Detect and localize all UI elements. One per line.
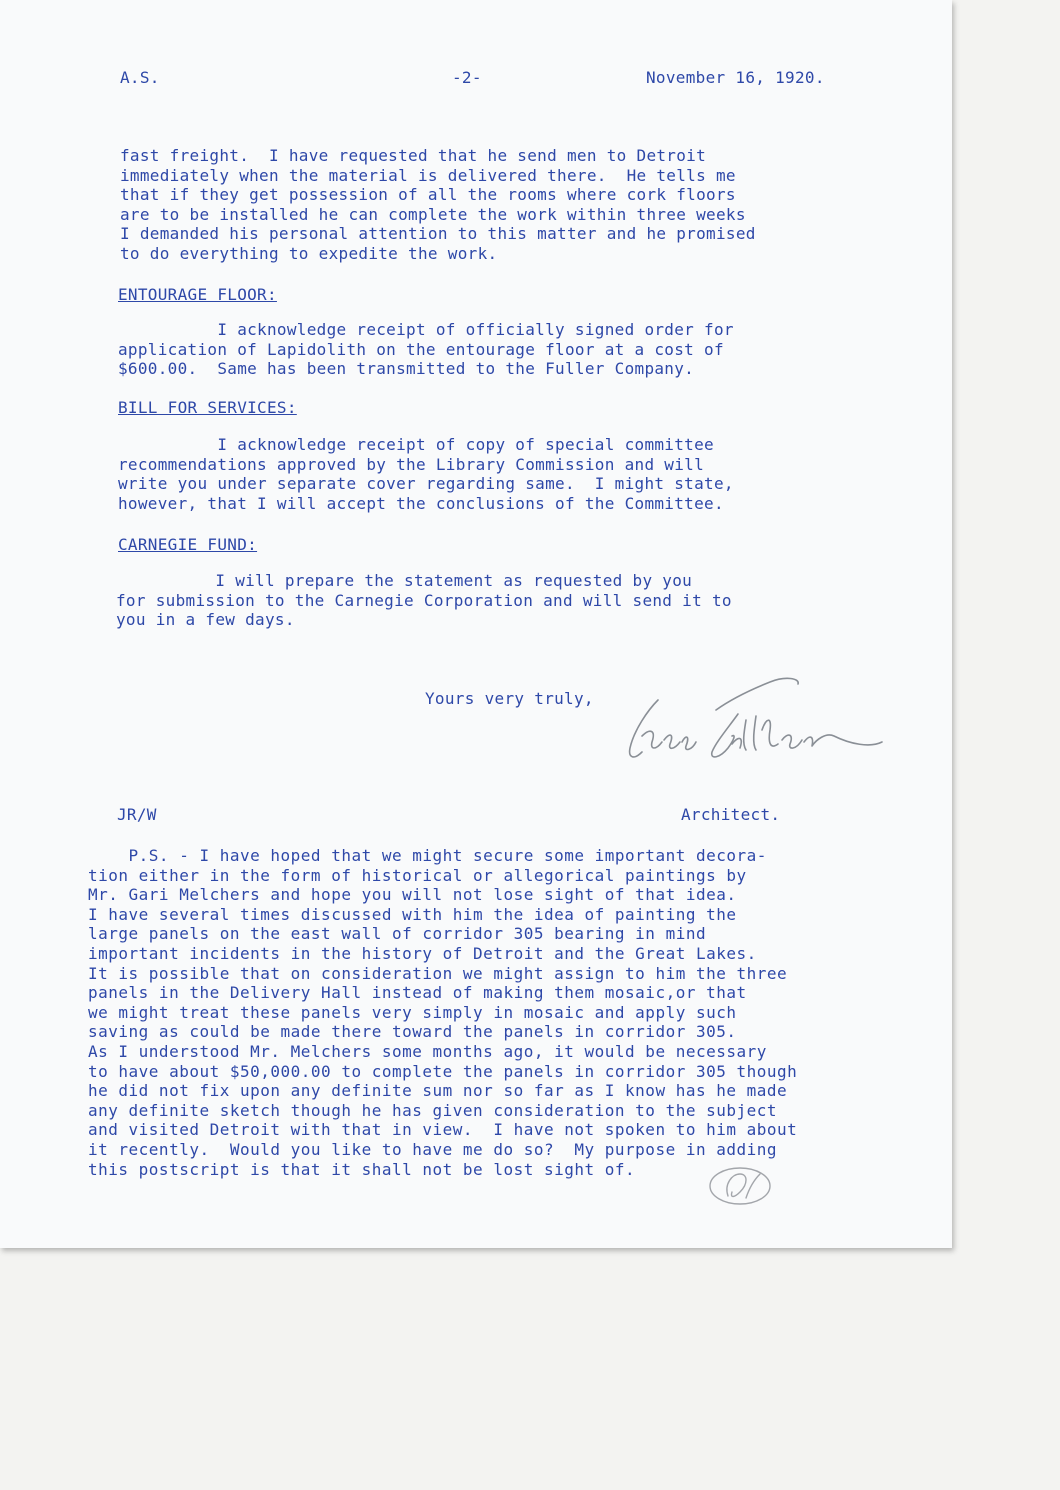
header-recipient-initials: A.S. xyxy=(120,68,160,87)
handwritten-signature xyxy=(620,670,890,790)
page-number: -2- xyxy=(452,68,482,87)
paragraph-continuation: fast freight. I have requested that he send men to Detroit immediately when the material is delivered there. He tells me that if they get possession of all the rooms where cork floors are to be installed he can complete the work within three weeks I demanded his personal attention to this matter and he promised to do everything to expedite the work. xyxy=(120,146,756,263)
handwritten-initials-mark xyxy=(702,1162,776,1212)
section-body-bill-for-services: I acknowledge receipt of copy of special committee recommendations approved by the Library Commission and will write you under separate cover regarding same. I might state, however, that I will accept the conclusions of the Committee. xyxy=(118,435,734,513)
signer-title: Architect. xyxy=(681,805,781,824)
postscript: P.S. - I have hoped that we might secure some important decora- tion either in the form of historical or allegorical paintings by Mr. Gari Melchers and hope you will not lose sight of that idea. I have several times discussed with him the idea of painting the large panels on the east wall of corridor 305 bearing in mind important incidents in the history of Detroit and the Great Lakes. It is possible that on consideration we might assign to him the three panels in the Delivery Hall instead of making them mosaic,or that we might treat these panels very simply in mosaic and apply such saving as could be made there toward the panels in corridor 305. As I understood Mr. Melchers some months ago, it would be necessary to have about $50,000.00 to complete the panels in corridor 305 though he did not fix upon any definite sum nor so far as I know has he made any definite sketch though he has given consideration to the subject and visited Detroit with that in view. I have not spoken to him about it recently. Would you like to have me do so? My purpose in adding this postscript is that it shall not be lost sight of. xyxy=(88,846,798,1179)
section-body-carnegie-fund: I will prepare the statement as requested by you for submission to the Carnegie Corporation and will send it to you in a few days. xyxy=(116,571,732,630)
section-heading-bill-for-services: BILL FOR SERVICES: xyxy=(118,398,297,417)
typist-initials: JR/W xyxy=(117,805,157,824)
letter-date: November 16, 1920. xyxy=(646,68,825,87)
section-heading-entourage-floor: ENTOURAGE FLOOR: xyxy=(118,285,277,304)
section-heading-carnegie-fund: CARNEGIE FUND: xyxy=(118,535,258,554)
section-body-entourage-floor: I acknowledge receipt of officially signed order for application of Lapidolith on the entourage floor at a cost of $600.00. Same has been transmitted to the Fuller Company. xyxy=(118,320,734,379)
closing-salutation: Yours very truly, xyxy=(425,689,594,708)
